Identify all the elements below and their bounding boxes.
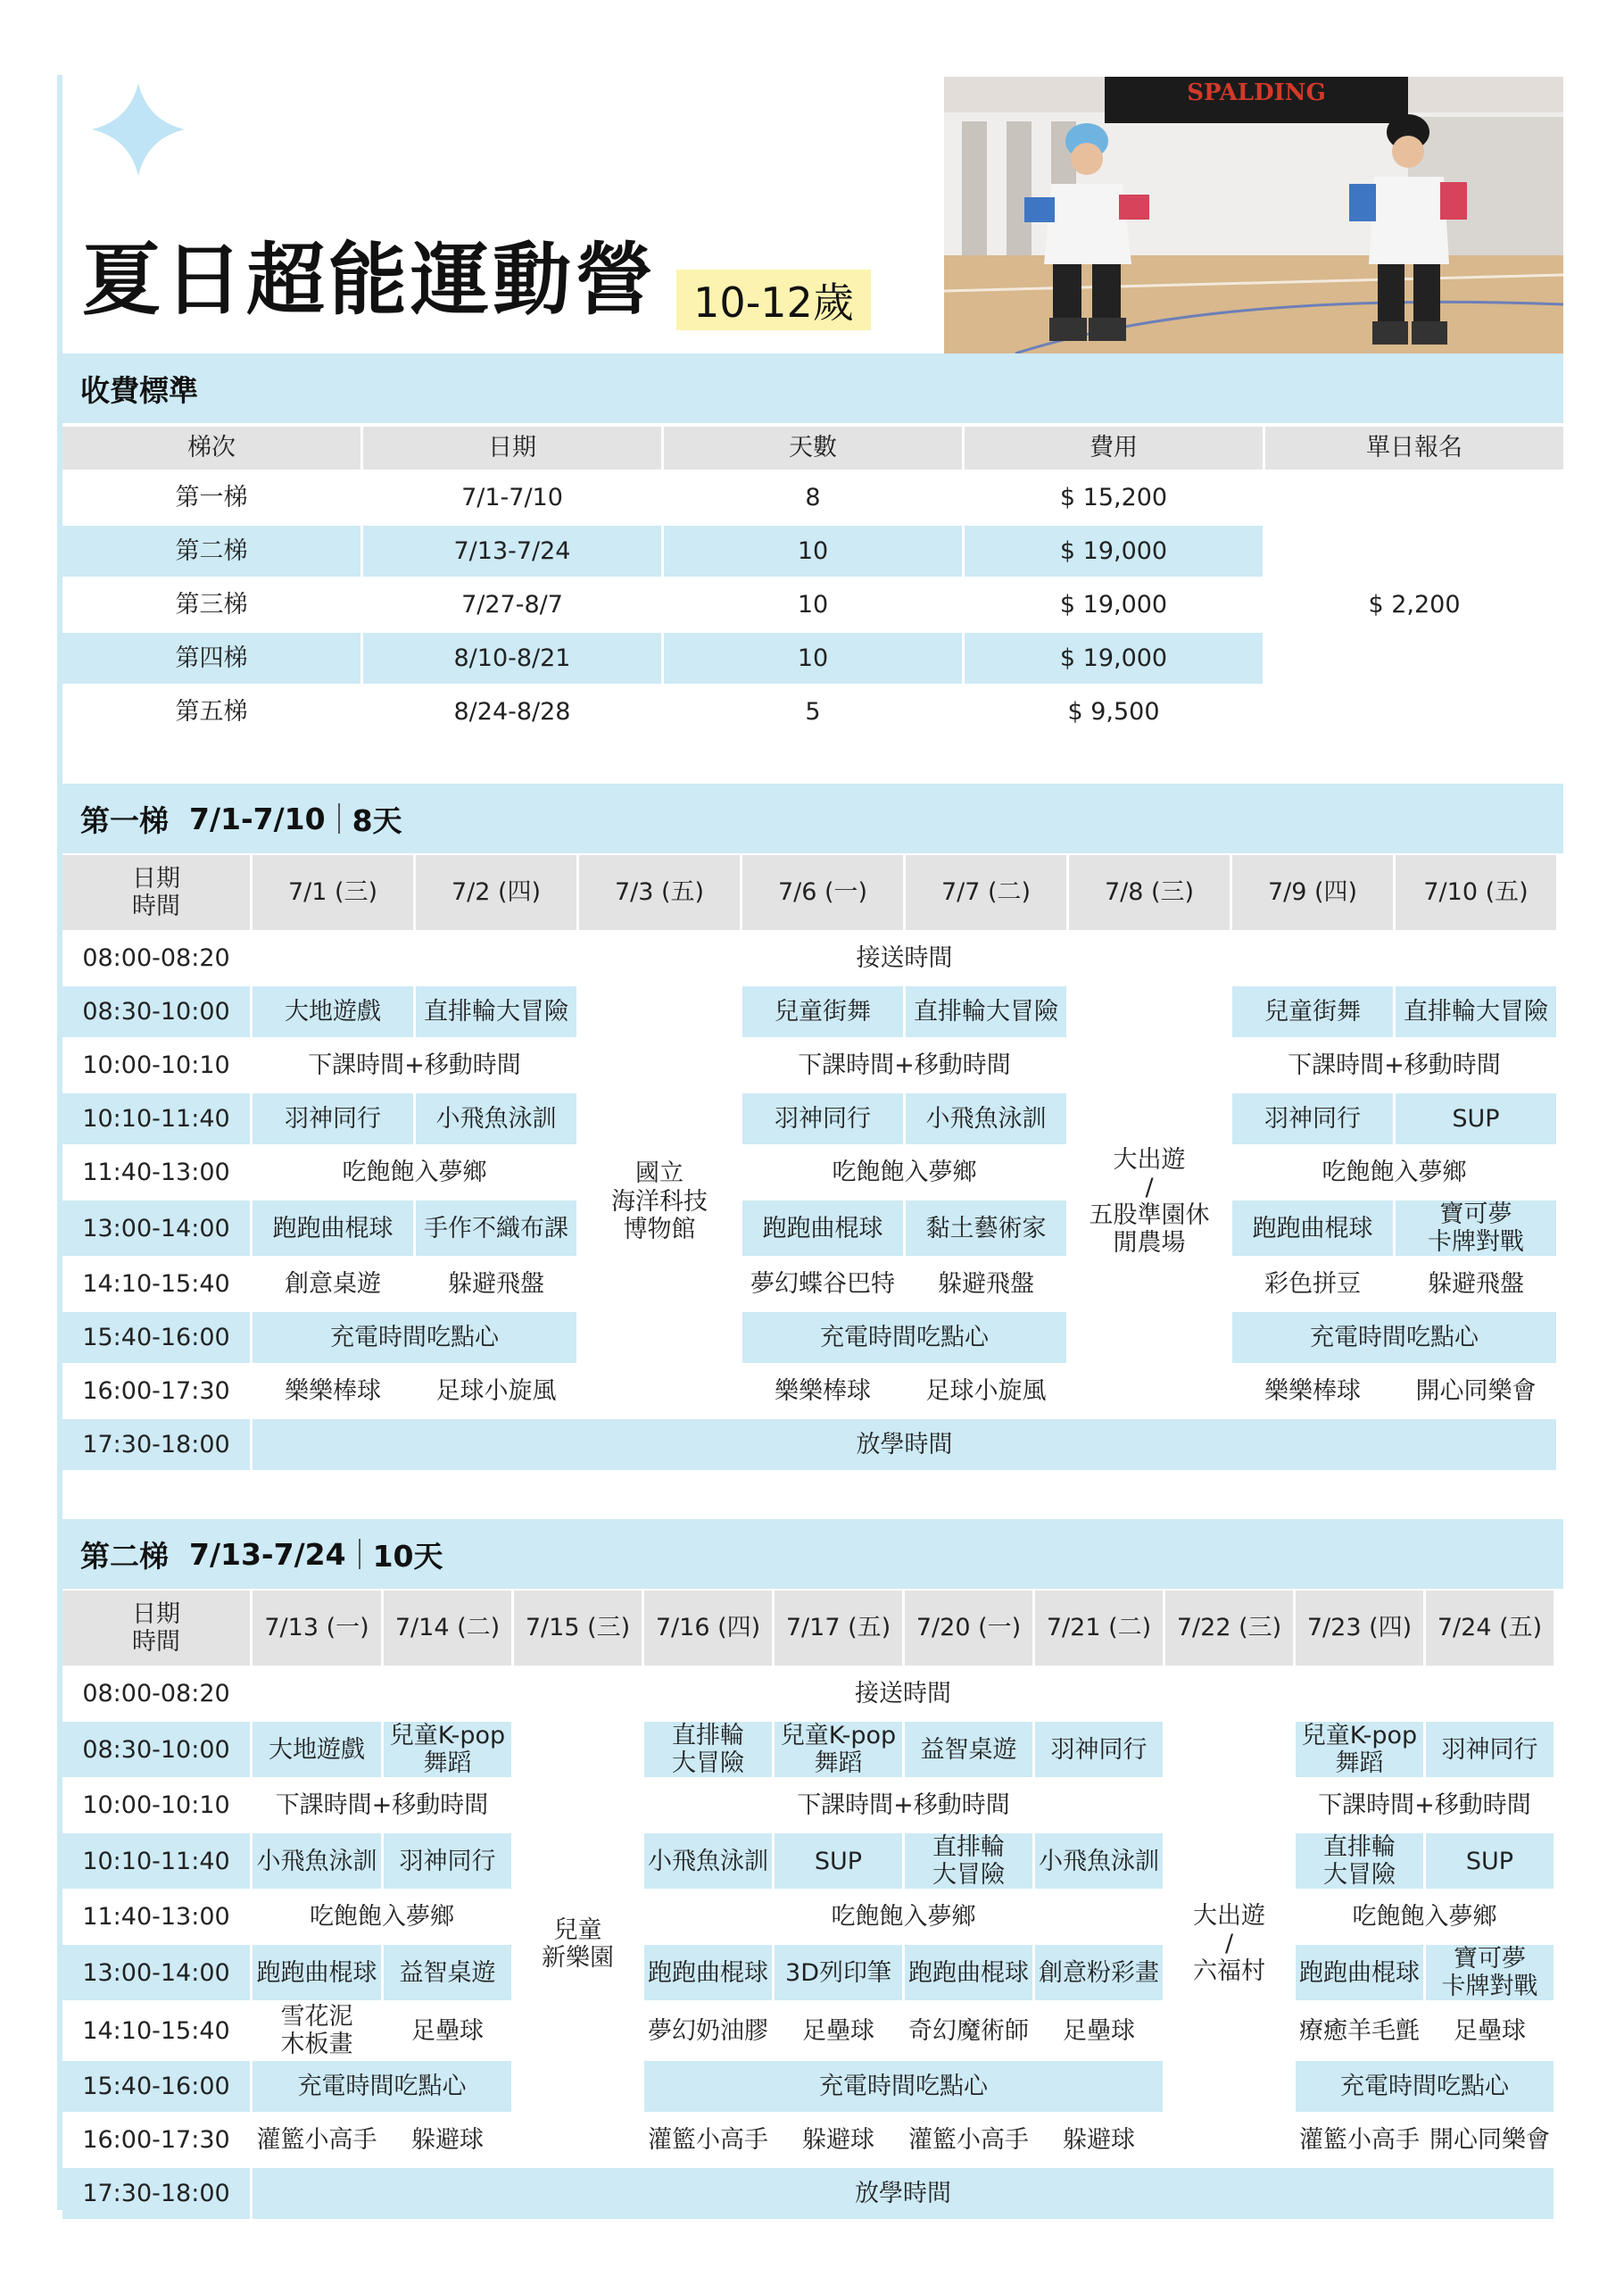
trip-slash: / [1145, 1174, 1154, 1201]
activity-cell: 兒童街舞 [742, 986, 903, 1037]
activity-cell: 跑跑曲棍球 [253, 1201, 413, 1256]
session2-dates: 7/13-7/24 [188, 1536, 346, 1572]
activity-cell: 躲避飛盤 [448, 1270, 544, 1299]
day-header: 7/24 (五) [1426, 1591, 1554, 1666]
trip-cell-museum [579, 986, 740, 1417]
day-header: 7/3 (五) [579, 855, 740, 930]
activity-cell: 灌籃小高手 [908, 2126, 1029, 2155]
activity-cell: 療癒羊毛氈 [1299, 2016, 1420, 2045]
break-cell: 下課時間+移動時間 [797, 1791, 1010, 1820]
date-time-header [62, 1591, 250, 1666]
activity-cell: SUP [775, 1833, 902, 1889]
activity-cell [1296, 1722, 1423, 1777]
activity-cell: 小飛魚泳訓 [644, 1833, 772, 1889]
activity-line: 兒童K-pop [780, 1722, 897, 1749]
dismiss-cell: 放學時間 [253, 1419, 1556, 1470]
fees-col-header: 日期 [363, 427, 661, 469]
time-slot: 11:40-13:00 [82, 1903, 230, 1932]
day-header: 7/10 (五) [1396, 855, 1556, 930]
activity-cell: 足壘球 [411, 2016, 484, 2045]
header-date-label: 日期 [132, 1600, 180, 1628]
activity-line: 兒童K-pop [389, 1722, 506, 1749]
activity-cell: 兒童街舞 [1232, 986, 1393, 1037]
fees-cell: 8/10-8/21 [363, 633, 661, 684]
fees-cell: $ 19,000 [965, 526, 1263, 577]
time-slot: 17:30-18:00 [62, 2168, 250, 2219]
activity-cell: 小飛魚泳訓 [906, 1093, 1066, 1144]
activity-line: 寶可夢 [1454, 1945, 1526, 1973]
session2-days: 10天 [372, 1538, 443, 1574]
fees-col-header: 單日報名 [1265, 427, 1563, 469]
day-header: 7/20 (一) [905, 1591, 1032, 1666]
time-slot: 08:00-08:20 [82, 1679, 230, 1708]
activity-line: 舞蹈 [1335, 1749, 1384, 1778]
activity-cell [384, 1722, 511, 1777]
session1-label: 第一梯 [80, 802, 169, 838]
activity-cell: 足球小旋風 [435, 1377, 557, 1406]
trip-line: 新樂園 [542, 1943, 614, 1972]
break-cell: 下課時間+移動時間 [275, 1791, 489, 1820]
activity-cell: 樂樂棒球 [1264, 1377, 1361, 1406]
trip-line: 大出遊 [1193, 1902, 1265, 1931]
activity-cell: 直排輪大冒險 [1396, 986, 1556, 1037]
fees-cell: $ 9,500 [1067, 697, 1160, 726]
session2-label: 第二梯 [80, 1538, 169, 1574]
activity-cell: 創意粉彩畫 [1035, 1945, 1163, 2000]
snack-cell: 充電時間吃點心 [644, 2061, 1163, 2112]
activity-cell: 手作不織布課 [416, 1201, 576, 1256]
break-cell: 下課時間+移動時間 [798, 1051, 1011, 1079]
day-header: 7/6 (一) [742, 855, 903, 930]
activity-cell [1296, 1833, 1423, 1889]
activity-cell [644, 1722, 772, 1777]
activity-cell: 足壘球 [1063, 2016, 1135, 2045]
hero-photo [944, 77, 1563, 353]
snack-cell: 充電時間吃點心 [1296, 2061, 1554, 2112]
fees-cell: $ 19,000 [965, 633, 1263, 684]
activity-cell: 大地遊戲 [253, 1722, 381, 1777]
day-header: 7/15 (三) [514, 1591, 642, 1666]
trip-cell-paradise [514, 1722, 642, 2165]
day-header: 7/2 (四) [416, 855, 576, 930]
lunch-cell: 吃飽飽入夢鄉 [310, 1903, 454, 1932]
time-slot: 16:00-17:30 [82, 1377, 230, 1406]
day-header: 7/13 (一) [253, 1591, 381, 1666]
fees-cell: 8 [805, 483, 821, 511]
activity-cell: 躲避球 [411, 2126, 484, 2155]
lunch-cell: 吃飽飽入夢鄉 [1352, 1903, 1497, 1932]
activity-line: 舞蹈 [423, 1749, 472, 1778]
activity-cell: 創意桌遊 [285, 1270, 381, 1299]
activity-cell [1426, 1945, 1554, 2000]
activity-cell: 樂樂棒球 [285, 1377, 381, 1406]
session1-dates: 7/1-7/10 [188, 801, 326, 836]
activity-cell [253, 2003, 381, 2058]
fees-cell: 第四梯 [62, 633, 360, 684]
trip-slash: / [1224, 1930, 1234, 1958]
day-header: 7/9 (四) [1232, 855, 1393, 930]
fees-cell: 第五梯 [175, 697, 248, 726]
activity-cell: SUP [1396, 1093, 1556, 1144]
time-slot: 17:30-18:00 [62, 1419, 250, 1470]
time-slot: 08:30-10:00 [62, 1722, 250, 1777]
fees-cell: 7/13-7/24 [363, 526, 661, 577]
trip-line: 海洋科技 [611, 1187, 708, 1216]
fees-section-header [62, 353, 1563, 423]
time-slot: 15:40-16:00 [62, 1312, 250, 1363]
activity-cell: 直排輪大冒險 [416, 986, 576, 1037]
session1-days: 8天 [352, 802, 402, 838]
day-header: 7/16 (四) [644, 1591, 772, 1666]
header-time-label: 時間 [132, 893, 180, 920]
trip-line: 博物館 [623, 1215, 696, 1243]
activity-line: 兒童K-pop [1301, 1722, 1418, 1749]
break-cell: 下課時間+移動時間 [1288, 1051, 1501, 1079]
activity-line: 直排輪 [672, 1722, 744, 1749]
fees-col-header: 梯次 [62, 427, 360, 469]
activity-cell: 灌籃小高手 [256, 2126, 377, 2155]
fees-cell: 10 [664, 526, 962, 577]
fees-col-header: 天數 [664, 427, 962, 469]
break-cell: 下課時間+移動時間 [308, 1051, 521, 1079]
lunch-cell: 吃飽飽入夢鄉 [832, 1158, 977, 1186]
snack-cell: 充電時間吃點心 [742, 1312, 1066, 1363]
time-slot: 14:10-15:40 [82, 1270, 230, 1299]
snack-cell: 充電時間吃點心 [253, 1312, 576, 1363]
time-slot: 13:00-14:00 [62, 1945, 250, 2000]
trip-line: 閒農場 [1113, 1229, 1186, 1258]
activity-cell: 3D列印筆 [775, 1945, 902, 2000]
activity-cell: 跑跑曲棍球 [644, 1945, 772, 2000]
fees-section-title: 收費標準 [80, 372, 198, 408]
session2-schedule [60, 1588, 1556, 2222]
activity-cell: 灌籃小高手 [1299, 2126, 1420, 2155]
activity-cell: 躲避球 [802, 2126, 874, 2155]
session1-schedule [60, 852, 1559, 1473]
time-slot: 10:10-11:40 [62, 1833, 250, 1889]
single-day-price: $ 2,200 [1368, 590, 1461, 619]
table-row [62, 472, 1563, 523]
header-time-label: 時間 [132, 1628, 180, 1656]
activity-cell: 羽神同行 [253, 1093, 413, 1144]
trip-line: 五股準園休 [1089, 1201, 1210, 1230]
fees-cell: 8/24-8/28 [453, 697, 571, 726]
activity-line: 雪花泥 [280, 2003, 353, 2032]
activity-cell: 足球小旋風 [925, 1377, 1047, 1406]
activity-cell: 羽神同行 [1426, 1722, 1554, 1777]
activity-cell: 益智桌遊 [384, 1945, 511, 2000]
activity-cell: 黏土藝術家 [906, 1201, 1066, 1256]
activity-cell: 跑跑曲棍球 [905, 1945, 1032, 2000]
activity-cell: 大地遊戲 [253, 986, 413, 1037]
time-slot: 11:40-13:00 [82, 1158, 230, 1186]
time-slot: 16:00-17:30 [82, 2126, 230, 2155]
activity-line: 大冒險 [932, 1861, 1005, 1890]
activity-cell: 躲避飛盤 [1428, 1270, 1524, 1299]
fees-cell: 5 [805, 697, 821, 726]
day-header: 7/8 (三) [1069, 855, 1230, 930]
day-header: 7/23 (四) [1296, 1591, 1423, 1666]
activity-cell: 躲避球 [1063, 2126, 1135, 2155]
header-date-label: 日期 [132, 864, 180, 893]
activity-cell: 羽神同行 [1035, 1722, 1163, 1777]
time-slot: 08:00-08:20 [82, 943, 230, 972]
activity-line: 直排輪 [1323, 1833, 1396, 1862]
age-badge: 10-12歲 [676, 270, 871, 330]
activity-line: 直排輪 [932, 1833, 1005, 1862]
trip-line: 國立 [635, 1159, 684, 1188]
date-time-header [62, 855, 250, 930]
trip-line: 大出遊 [1113, 1145, 1186, 1174]
day-header: 7/14 (二) [384, 1591, 511, 1666]
activity-cell: 益智桌遊 [905, 1722, 1032, 1777]
fees-cell: 第三梯 [175, 590, 248, 619]
activity-line: 大冒險 [672, 1749, 744, 1778]
lunch-cell: 吃飽飽入夢鄉 [831, 1903, 976, 1932]
trip-cell-leofoo [1165, 1722, 1293, 2165]
activity-cell: 開心同樂會 [1429, 2126, 1550, 2155]
fees-cell: $ 19,000 [1059, 590, 1168, 619]
fees-cell: 第一梯 [175, 483, 248, 511]
day-header: 7/7 (二) [906, 855, 1066, 930]
activity-line: 舞蹈 [814, 1749, 863, 1778]
lunch-cell: 吃飽飽入夢鄉 [342, 1158, 487, 1186]
trip-cell-farm [1069, 986, 1230, 1417]
activity-cell: 足壘球 [1454, 2016, 1526, 2045]
day-header: 7/17 (五) [775, 1591, 902, 1666]
activity-cell: 小飛魚泳訓 [253, 1833, 381, 1889]
activity-cell: 足壘球 [802, 2016, 874, 2045]
diamond-icon [92, 83, 185, 176]
activity-cell: 樂樂棒球 [775, 1377, 871, 1406]
time-slot: 10:10-11:40 [62, 1093, 250, 1144]
activity-cell: 羽神同行 [742, 1093, 903, 1144]
activity-cell [905, 1833, 1032, 1889]
activity-cell: 開心同樂會 [1415, 1377, 1537, 1406]
activity-line: 卡牌對戰 [1441, 1973, 1538, 2001]
activity-cell: 直排輪大冒險 [906, 986, 1066, 1037]
fees-cell: 第二梯 [62, 526, 360, 577]
activity-cell: 跑跑曲棍球 [742, 1201, 903, 1256]
pickup-cell: 接送時間 [856, 943, 953, 972]
pickup-cell: 接送時間 [855, 1679, 951, 1708]
activity-cell: 小飛魚泳訓 [1035, 1833, 1163, 1889]
activity-cell: 羽神同行 [384, 1833, 511, 1889]
dismiss-cell: 放學時間 [253, 2168, 1554, 2219]
activity-cell: SUP [1426, 1833, 1554, 1889]
time-slot: 08:30-10:00 [62, 986, 250, 1037]
day-header: 7/21 (二) [1035, 1591, 1163, 1666]
fees-table [60, 424, 1566, 740]
fees-cell: 7/27-8/7 [461, 590, 563, 619]
snack-cell: 充電時間吃點心 [253, 2061, 511, 2112]
activity-cell: 羽神同行 [1232, 1093, 1393, 1144]
activity-cell: 跑跑曲棍球 [253, 1945, 381, 2000]
break-cell: 下課時間+移動時間 [1318, 1791, 1531, 1820]
lunch-cell: 吃飽飽入夢鄉 [1322, 1158, 1467, 1186]
trip-line: 兒童 [553, 1915, 602, 1944]
activity-line: 大冒險 [1323, 1861, 1396, 1890]
snack-cell: 充電時間吃點心 [1232, 1312, 1556, 1363]
photo-banner-text: SPALDING [1187, 79, 1326, 106]
fees-cell: $ 15,200 [1059, 483, 1168, 511]
activity-cell [1396, 1201, 1556, 1256]
activity-line: 卡牌對戰 [1428, 1228, 1524, 1257]
activity-cell: 躲避飛盤 [938, 1270, 1034, 1299]
fees-col-header: 費用 [965, 427, 1263, 469]
time-slot: 10:00-10:10 [82, 1791, 230, 1820]
activity-cell: 灌籃小高手 [648, 2126, 768, 2155]
activity-cell: 小飛魚泳訓 [416, 1093, 576, 1144]
activity-cell: 夢幻蝶谷巴特 [750, 1270, 895, 1299]
session2-header [62, 1519, 1563, 1589]
activity-cell: 彩色拼豆 [1264, 1270, 1361, 1299]
activity-line: 木板畫 [280, 2031, 353, 2059]
time-slot: 14:10-15:40 [82, 2016, 230, 2045]
activity-cell: 奇幻魔術師 [908, 2016, 1029, 2045]
trip-line: 六福村 [1193, 1957, 1265, 1986]
activity-cell [775, 1722, 902, 1777]
activity-cell: 跑跑曲棍球 [1232, 1201, 1393, 1256]
fees-cell: 10 [664, 633, 962, 684]
time-slot: 13:00-14:00 [62, 1201, 250, 1256]
activity-line: 寶可夢 [1439, 1201, 1512, 1228]
activity-cell: 跑跑曲棍球 [1296, 1945, 1423, 2000]
fees-cell: 10 [797, 590, 829, 619]
fees-cell: 7/1-7/10 [461, 483, 563, 511]
time-slot: 15:40-16:00 [62, 2061, 250, 2112]
day-header: 7/1 (三) [253, 855, 413, 930]
activity-cell: 夢幻奶油膠 [648, 2016, 768, 2045]
time-slot: 10:00-10:10 [82, 1051, 230, 1079]
page-title: 夏日超能運動營 [82, 234, 658, 326]
session1-header [62, 784, 1563, 853]
day-header: 7/22 (三) [1165, 1591, 1293, 1666]
